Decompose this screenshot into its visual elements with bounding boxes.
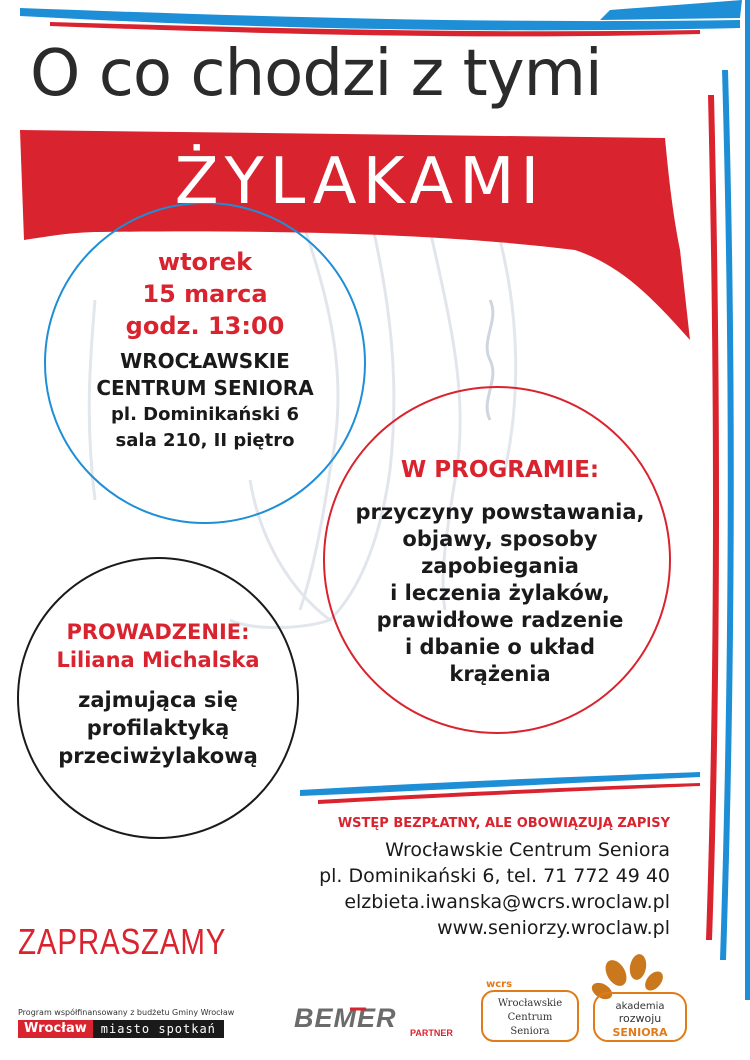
host-desc-line: profilaktyką — [86, 716, 230, 740]
registration-note: WSTĘP BEZPŁATNY, ALE OBOWIĄZUJĄ ZAPISY — [337, 816, 670, 831]
address-phone: pl. Dominikański 6, tel. 71 772 49 40 — [319, 865, 670, 887]
page-title: O co chodzi z tymi — [30, 37, 602, 111]
wcrs-logo — [476, 975, 584, 1045]
program-section — [340, 455, 660, 688]
event-day: wtorek — [157, 248, 253, 276]
funding-note: Program współfinansowany z budżetu Gminy Wrocław — [18, 1008, 235, 1017]
ars-line-2: rozwoju — [618, 1012, 662, 1025]
website-link[interactable]: www.seniorzy.wroclaw.pl — [437, 917, 670, 939]
host-desc-line: zajmująca się — [78, 688, 238, 712]
venue-address: pl. Dominikański 6 — [111, 404, 299, 425]
venue-line-2: CENTRUM SENIORA — [96, 376, 314, 400]
organization-name: Wrocławskie Centrum Seniora — [385, 839, 670, 861]
bemer-logo — [292, 1000, 453, 1040]
bemer-wordmark: BEMER — [294, 1003, 397, 1033]
banner-title: ŻYLAKAMI — [174, 145, 546, 219]
host-section — [28, 618, 288, 770]
program-line: zapobiegania — [421, 554, 579, 578]
wcrs-line-1: Wrocławskie — [497, 998, 563, 1009]
program-line: i leczenia żylaków, — [390, 581, 610, 605]
event-date: 15 marca — [142, 280, 268, 308]
wroclaw-logo-slogan: miasto spotkań — [93, 1020, 224, 1038]
venue-room: sala 210, II piętro — [115, 430, 295, 451]
ars-line-3: SENIORA — [612, 1026, 668, 1039]
program-line: objawy, sposoby — [402, 527, 598, 551]
program-list — [340, 499, 660, 688]
wcrs-tag: wcrs — [486, 979, 513, 990]
venue-line-1: WROCŁAWSKIE — [120, 349, 290, 373]
event-details — [40, 246, 370, 454]
email-link[interactable]: elzbieta.iwanska@wcrs.wroclaw.pl — [344, 891, 670, 913]
program-heading: W PROGRAMIE: — [400, 457, 600, 483]
program-line: prawidłowe radzenie — [376, 608, 624, 632]
host-desc-line: przeciwżylakową — [58, 744, 258, 768]
host-heading: PROWADZENIE: — [66, 620, 250, 644]
host-description — [28, 686, 288, 770]
event-time: godz. 13:00 — [125, 312, 285, 340]
wroclaw-logo — [18, 1020, 224, 1038]
ars-logo — [586, 955, 692, 1045]
wcrs-line-3: Seniora — [510, 1026, 550, 1037]
wroclaw-logo-name: Wrocław — [18, 1020, 93, 1038]
ars-line-1: akademia — [615, 1001, 665, 1012]
program-line: przyczyny powstawania, — [355, 500, 645, 524]
bemer-partner-label: PARTNER — [410, 1028, 453, 1038]
host-name: Liliana Michalska — [56, 648, 260, 672]
contact-info — [240, 815, 670, 941]
invite-text: ZAPRASZAMY — [18, 921, 227, 962]
wcrs-line-2: Centrum — [507, 1012, 553, 1023]
program-line: i dbanie o układ — [404, 635, 596, 659]
bottom-stripes — [300, 772, 700, 804]
program-line: krążenia — [449, 662, 551, 686]
